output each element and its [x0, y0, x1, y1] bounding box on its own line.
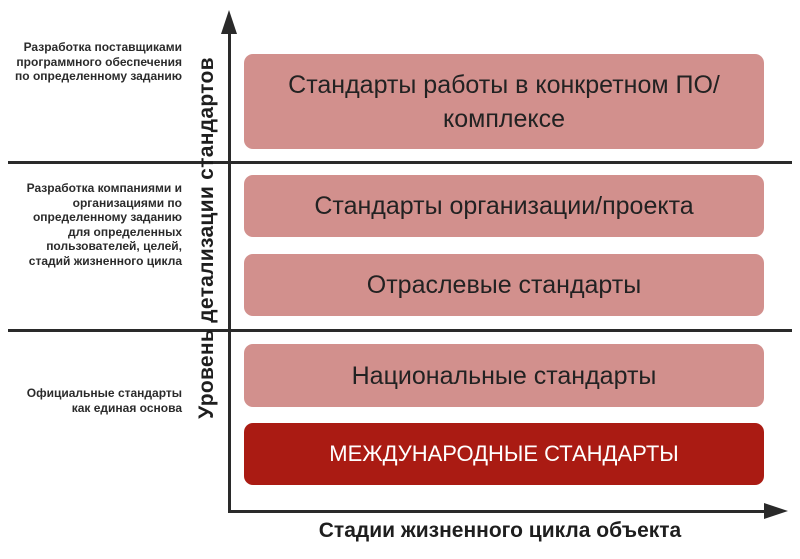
level-organization-box	[244, 175, 764, 237]
y-axis-line	[228, 30, 231, 513]
level-organization-label: Стандарты организации/проекта	[314, 192, 694, 220]
separator-line	[8, 161, 792, 164]
level-national-box	[244, 344, 764, 407]
level-national-label: Национальные стандарты	[351, 361, 657, 390]
side-label-software-vendors: Разработка поставщиками программного обеспечения по определенному заданию	[15, 40, 182, 83]
x-axis-line	[228, 510, 768, 513]
y-axis-arrow-icon	[221, 10, 237, 34]
level-industry-box	[244, 254, 764, 316]
level-industry-label: Отраслевые стандарты	[366, 271, 642, 299]
level-international-box	[244, 423, 764, 485]
level-software-box	[244, 54, 764, 149]
side-label-organizations: Разработка компаниями и организациями по определенному заданию для определенных пользователей, целей, стадий жизненного цикла	[26, 181, 182, 268]
x-axis-title: Стадии жизненного цикла объекта	[318, 519, 682, 542]
y-axis-title: Уровень детализации стандартов	[195, 57, 218, 419]
level-international-label: МЕЖДУНАРОДНЫЕ СТАНДАРТЫ	[329, 441, 679, 466]
x-axis-arrow-icon	[764, 503, 788, 519]
level-software-label: Стандарты работы в конкретном ПО/комплексе	[288, 70, 720, 133]
side-label-official-standards: Официальные стандарты как единая основа	[26, 386, 182, 415]
separator-line	[8, 329, 792, 332]
